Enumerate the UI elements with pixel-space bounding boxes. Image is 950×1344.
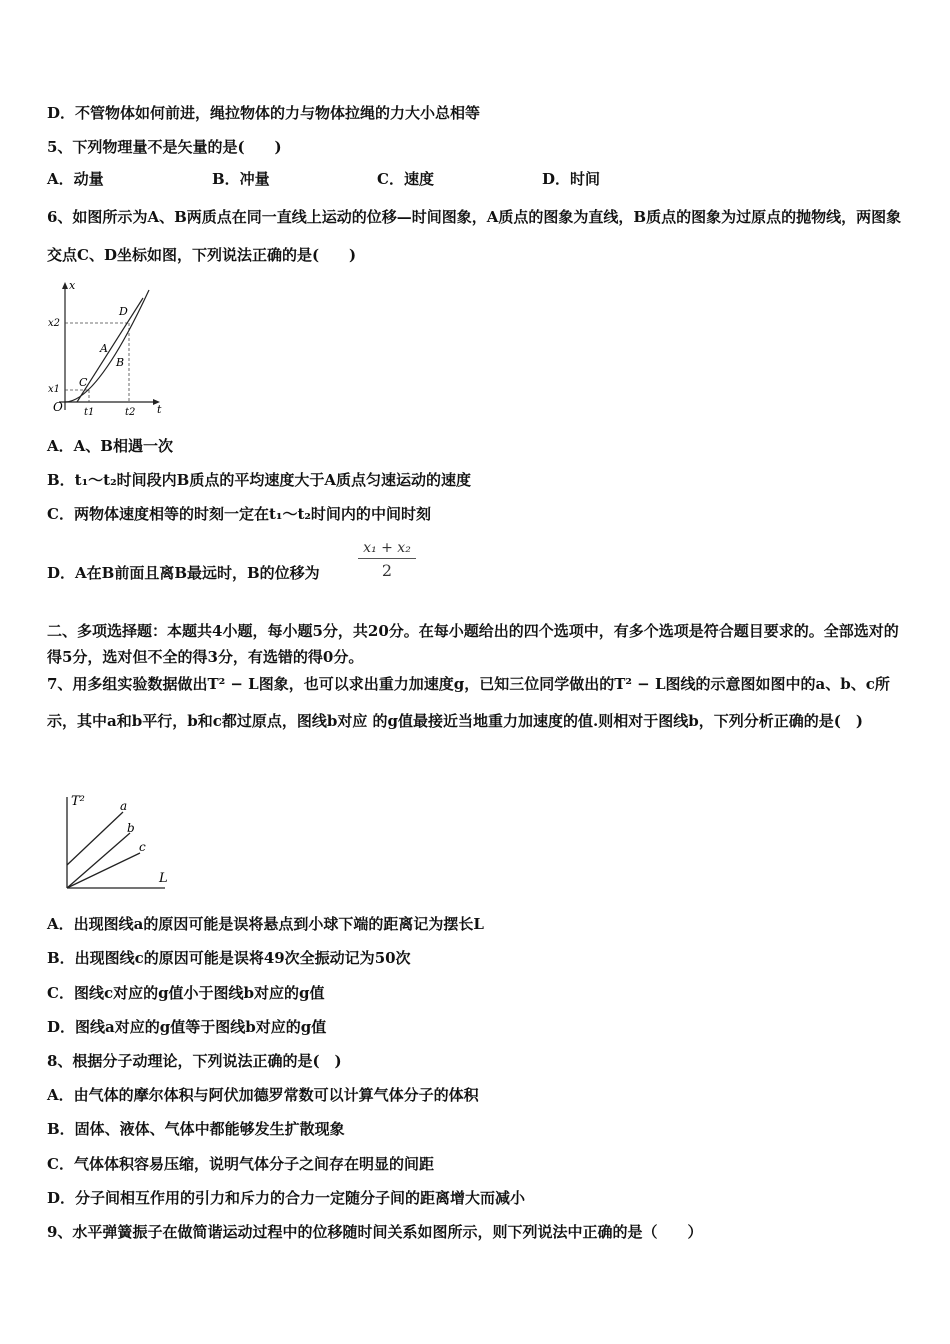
q6-point-c: C xyxy=(79,376,88,389)
q7-label-b: b xyxy=(127,821,135,835)
q8-option-a: A．由气体的摩尔体积与阿伏加德罗常数可以计算气体分子的体积 xyxy=(47,1086,479,1104)
q8-stem: 8、根据分子动理论，下列说法正确的是( ) xyxy=(47,1052,342,1070)
q7-label-c: c xyxy=(139,840,146,854)
q7-option-d: D．图线a对应的g值等于图线b对应的g值 xyxy=(47,1018,327,1036)
q6-curve-a-label: A xyxy=(100,342,108,355)
q6-fraction-denominator: 2 xyxy=(381,561,393,580)
q6-option-c: C．两物体速度相等的时刻一定在t₁～t₂时间内的中间时刻 xyxy=(47,505,431,523)
q5-option-b: B．冲量 xyxy=(212,170,270,188)
q7-x-label: L xyxy=(159,871,168,886)
q6-x-label: x xyxy=(69,280,76,292)
q7-line-b xyxy=(67,833,130,888)
q7-line-a xyxy=(67,812,123,865)
q5-stem: 5、下列物理量不是矢量的是( ) xyxy=(47,138,282,156)
q6-option-b: B．t₁～t₂时间段内B质点的平均速度大于A质点匀速运动的速度 xyxy=(47,471,471,489)
q6-fraction-numerator: x₁ + x₂ xyxy=(358,540,416,559)
q5-option-a: A．动量 xyxy=(47,170,104,188)
q8-option-d: D．分子间相互作用的引力和斥力的合力一定随分子间的距离增大而减小 xyxy=(47,1189,526,1207)
q6-t1-label: t1 xyxy=(84,407,95,418)
q4-option-d: D．不管物体如何前进，绳拉物体的力与物体拉绳的力大小总相等 xyxy=(47,104,481,122)
q6-t-label: t xyxy=(157,403,162,416)
q6-figure xyxy=(45,280,170,420)
q8-option-b: B．固体、液体、气体中都能够发生扩散现象 xyxy=(47,1120,345,1138)
q6-origin-label: O xyxy=(53,400,63,414)
q7-option-a: A．出现图线a的原因可能是误将悬点到小球下端的距离记为摆长L xyxy=(47,915,484,933)
q7-y-label: T² xyxy=(71,794,85,809)
q7-stem: 7、用多组实验数据做出T² − L图象，也可以求出重力加速度g，已知三位同学做出的T² − L图线的示意图如图中的a、b、c所示，其中a和b平行，b和c都过原点，图线b对应 的g值最接近当地重力加速度的值.则相对于图线b，下列分析正确的是( ) xyxy=(47,675,890,730)
section-2-heading: 二、多项选择题：本题共4小题，每小题5分，共20分。在每小题给出的四个选项中，有多个选项是符合题目要求的。全部选对的得5分，选对但不全的得3分，有选错的得0分。 xyxy=(47,622,899,666)
q6-option-a: A．A、B相遇一次 xyxy=(47,437,173,455)
q6-x1-label: x1 xyxy=(48,384,61,395)
q6-x2-label: x2 xyxy=(48,318,61,329)
q7-label-a: a xyxy=(120,799,128,813)
q7-option-c: C．图线c对应的g值小于图线b对应的g值 xyxy=(47,984,325,1002)
q6-option-d: D．A在B前面且离B最远时，B的位移为 xyxy=(47,564,320,582)
q6-x-arrow-icon xyxy=(62,282,68,289)
q7-option-b: B．出现图线c的原因可能是误将49次全振动记为50次 xyxy=(47,949,411,967)
q8-option-c: C．气体体积容易压缩，说明气体分子之间存在明显的间距 xyxy=(47,1155,434,1173)
q6-stem: 6、如图所示为A、B两质点在同一直线上运动的位移—时间图象，A质点的图象为直线，B质点的图象为过原点的抛物线，两图象交点C、D坐标如图，下列说法正确的是( ) xyxy=(47,208,902,264)
q5-option-d: D．时间 xyxy=(542,170,601,188)
q7-figure xyxy=(55,785,180,895)
q5-option-c: C．速度 xyxy=(377,170,434,188)
q9-stem: 9、水平弹簧振子在做简谐运动过程中的位移随时间关系如图所示，则下列说法中正确的是（ ） xyxy=(47,1223,703,1241)
q6-curve-b-label: B xyxy=(116,356,125,369)
q6-point-d: D xyxy=(119,305,128,318)
q6-t2-label: t2 xyxy=(125,407,136,418)
q7-line-c xyxy=(67,853,140,888)
q6-option-d-fraction xyxy=(358,540,416,580)
